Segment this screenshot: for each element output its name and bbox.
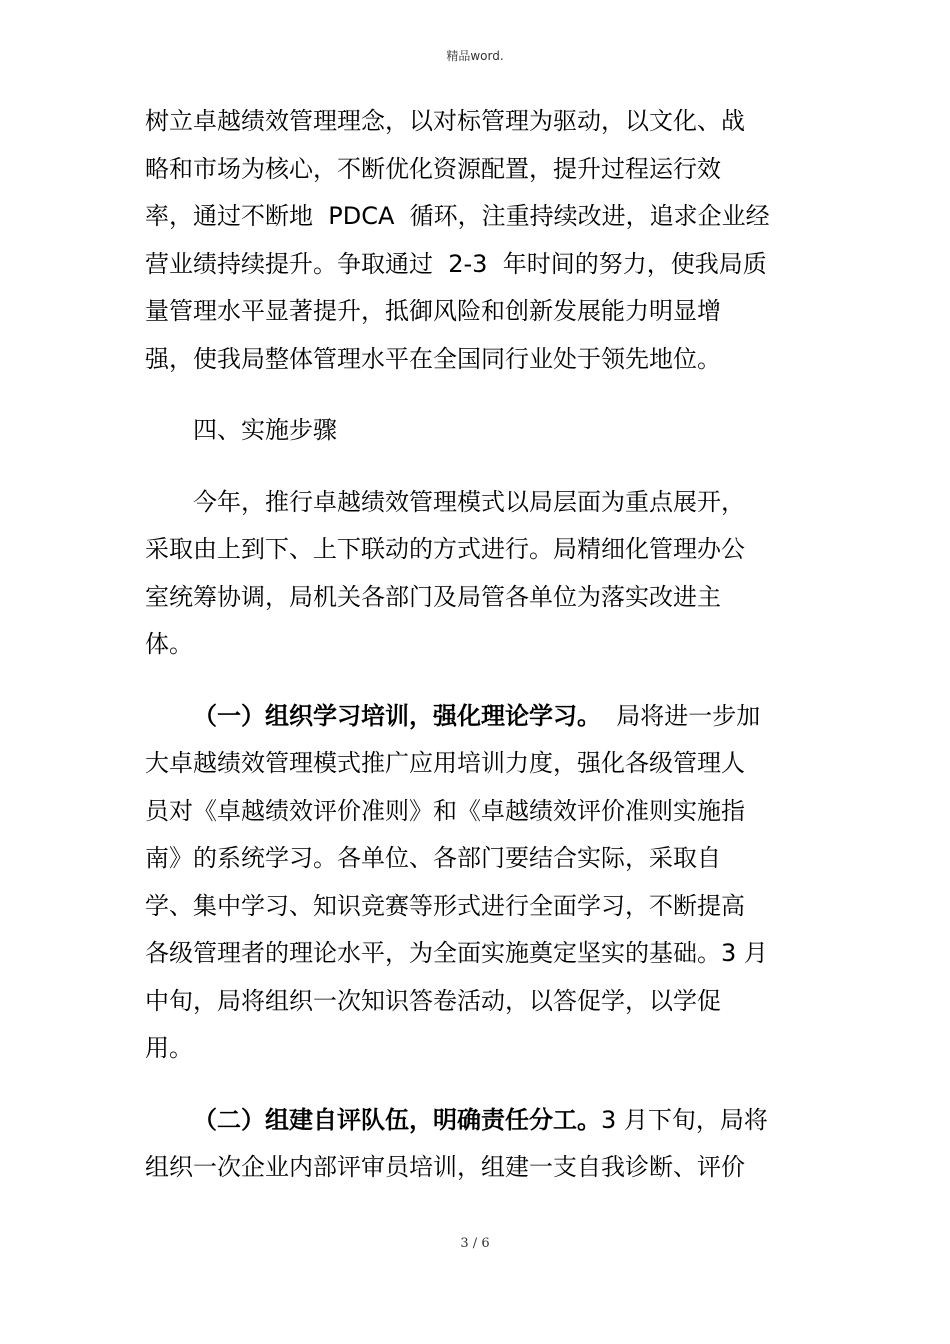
paragraph-training — [145, 693, 805, 1073]
text-line: 采取由上到下、上下联动的方式进行。局精细化管理办公 — [145, 535, 745, 563]
text-line — [145, 693, 805, 741]
subsection-title: （二）组建自评队伍，明确责任分工。 — [193, 1105, 601, 1134]
page-number: 3 / 6 — [460, 1236, 490, 1251]
text-line: 强，使我局整体管理水平在全国同行业处于领先地位。 — [145, 344, 721, 373]
text-line: 南》的系统学习。各单位、各部门要结合实际，采取自 — [145, 844, 721, 872]
paragraph-team — [145, 1097, 805, 1192]
paragraph-steps-intro — [145, 479, 805, 669]
text-line: 体。 — [145, 630, 193, 658]
text-line: 组织一次企业内部评审员培训，组建一支自我诊断、评价 — [145, 1153, 745, 1181]
text-line: 各级管理者的理论水平，为全面实施奠定坚实的基础。3 月 — [145, 939, 768, 967]
subsection-title: （一）组织学习培训，强化理论学习。 — [193, 701, 601, 730]
text-line: 树立卓越绩效管理理念，以对标管理为驱动，以文化、战 — [145, 107, 745, 135]
text-line: 中旬，局将组织一次知识答卷活动，以答促学，以学促 — [145, 986, 721, 1015]
text-line: 用。 — [145, 1034, 193, 1062]
text-run: 3 月下旬，局将 — [601, 1105, 768, 1134]
text-line: 量管理水平显著提升，抵御风险和创新发展能力明显增 — [145, 297, 721, 325]
text-line: 今年，推行卓越绩效管理模式以局层面为重点展开， — [193, 487, 745, 516]
paragraph-goal — [145, 98, 805, 383]
text-line: 营业绩持续提升。争取通过 2-3 年时间的努力，使我局质 — [145, 249, 767, 278]
text-line: 室统筹协调，局机关各部门及局管各单位为落实改进主 — [145, 582, 721, 611]
text-line: 学、集中学习、知识竞赛等形式进行全面学习，不断提高 — [145, 891, 745, 920]
text-line — [145, 1097, 805, 1145]
page-header: 精品word. — [446, 49, 504, 63]
text-run: 局将进一步加 — [601, 701, 761, 730]
text-line: 略和市场为核心，不断优化资源配置，提升过程运行效 — [145, 154, 721, 183]
section-heading: 四、实施步骤 — [193, 416, 337, 444]
text-line: 员对《卓越绩效评价准则》和《卓越绩效评价准则实施指 — [145, 796, 745, 825]
text-line: 率，通过不断地 PDCA 循环，注重持续改进，追求企业经 — [145, 202, 770, 230]
document-body — [145, 98, 805, 1192]
text-line: 大卓越绩效管理模式推广应用培训力度，强化各级管理人 — [145, 749, 745, 777]
